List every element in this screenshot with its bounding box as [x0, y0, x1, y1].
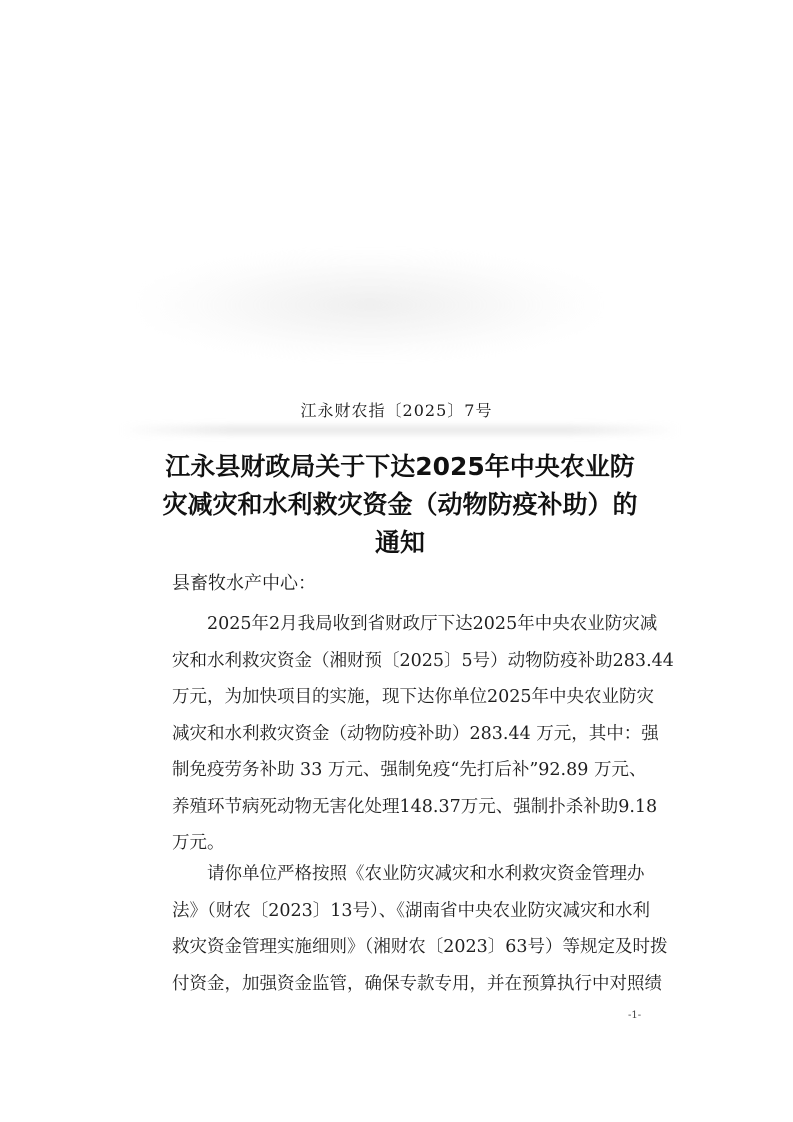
text-line: 法》（财农〔2023〕13号）、《湖南省中央农业防灾减灾和水利	[172, 900, 651, 921]
text-line: 请你单位严格按照《农业防灾减灾和水利救灾资金管理办	[172, 864, 645, 884]
text-line: 灾和水利救灾资金（湘财预〔2025〕5号）动物防疫补助283.44	[172, 650, 674, 671]
title-line: 江永县财政局关于下达2025年中央农业防	[165, 452, 635, 481]
faded-divider-line	[120, 425, 680, 435]
paragraph-2	[172, 856, 668, 1002]
text-line: 2025年2月我局收到省财政厅下达2025年中央农业防灾减	[172, 614, 658, 634]
title-line: 灾减灾和水利救灾资金（动物防疫补助）的	[162, 490, 638, 519]
document-number: 江永财农指〔2025〕7号	[300, 401, 493, 420]
text-line: 万元，为加快项目的实施，现下达你单位2025年中央农业防灾	[172, 687, 655, 707]
text-line: 救灾资金管理实施细则》（湘财农〔2023〕63号）等规定及时拨	[172, 937, 668, 957]
text-line: 减灾和水利救灾资金（动物防疫补助）283.44 万元，其中：强	[172, 723, 659, 744]
title-line: 通知	[374, 528, 425, 557]
text-line: 养殖环节病死动物无害化处理148.37万元、强制扑杀补助9.18	[172, 796, 658, 817]
page-number: -1-	[628, 1010, 642, 1021]
faded-letterhead	[140, 250, 600, 360]
document-title	[150, 448, 650, 562]
salutation: 县畜牧水产中心：	[172, 573, 316, 594]
text-line: 付资金，加强资金监管，确保专款专用，并在预算执行中对照绩	[172, 973, 662, 994]
paragraph-1	[172, 606, 674, 862]
text-line: 万元。	[172, 833, 225, 853]
text-line: 制免疫劳务补助 33 万元、强制免疫“先打后补”92.89 万元、	[172, 760, 647, 780]
